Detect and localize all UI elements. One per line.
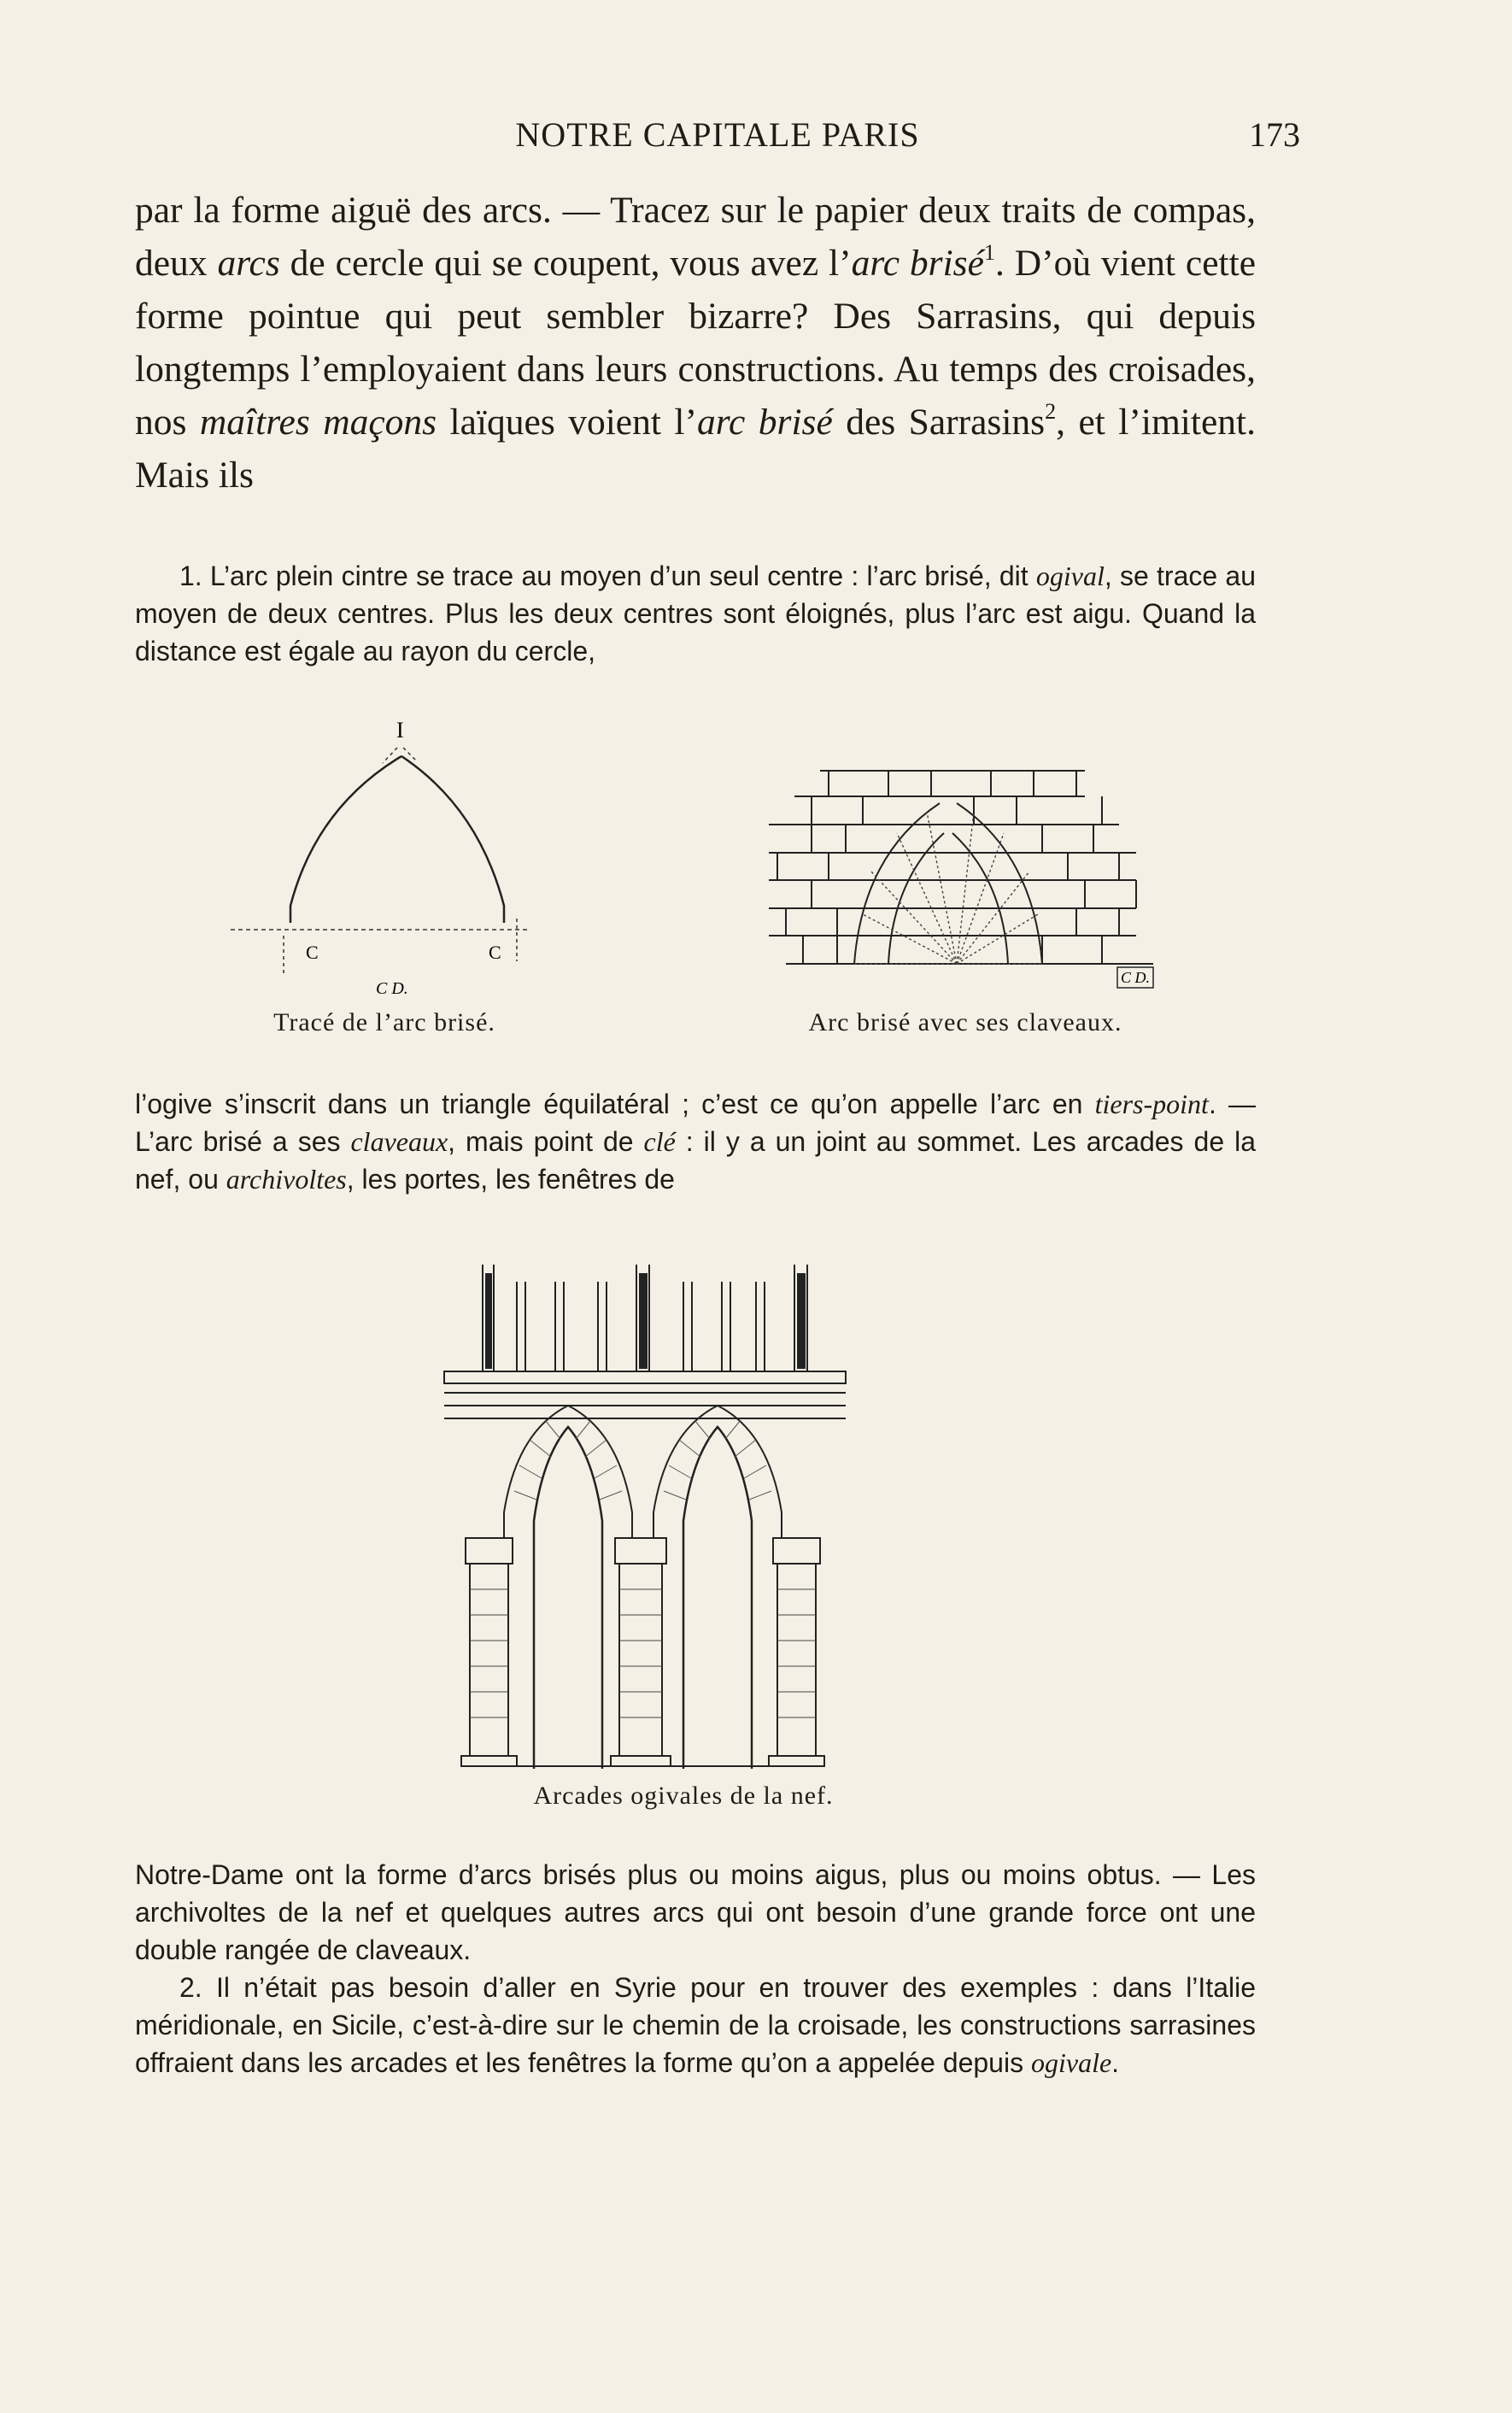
text-run: laïques voient l’ [437,402,697,443]
string-course [444,1371,846,1418]
label-cd: C D. [1121,969,1151,986]
italic-term: tiers-point [1094,1089,1209,1119]
footnote-ref[interactable]: 1 [983,239,995,265]
arc-trace-drawing [222,713,547,1004]
italic-term: arcs [217,243,280,284]
footnote-text [135,557,1256,670]
arc-right-curve [401,756,504,923]
main-paragraph [135,184,1256,502]
text-run: 2. Il n’était pas besoin d’aller en Syrie pour en trouver des exemples : dans l’Italie méridionale, en Sicile, c’est-à-dire sur le chemin de la croisade, les constructions sarrasines offraient dans les arcades et les fenêtres la forme qu’on a appelée depuis [135,1972,1256,2078]
body-text [135,184,1256,502]
text-run: , et l’imitent. Mais ils [135,402,1256,496]
footnote-1-continued: Notre-Dame ont la forme d’arcs brisés plus ou moins aigus, plus ou moins obtus. — Les archivoltes de la nef et quelques autres arcs qui ont besoin d’une grande force ont une double rangée de claveaux. [135,1859,1256,1965]
italic-term: arc brisé [851,243,984,284]
text-run: , mais point de [448,1126,644,1157]
voussoir-joints [854,812,1042,964]
italic-term: ogivale [1030,2047,1112,2078]
text-run: 1. L’arc plein cintre se trace au moyen d’un seul centre : l’arc brisé, dit [179,561,1036,591]
page-number: 173 [1249,115,1300,154]
italic-term: archivoltes [226,1164,347,1195]
shaft-shading [485,1273,806,1369]
text-run: , se trace au moyen de deux centres. Plus les deux centres sont éloignés, plus l’arc est aigu. Quand la distance est égale au rayon du cercle, [135,561,1257,666]
footnotes-bottom [135,1856,1256,2081]
label-c-left: C [306,942,319,963]
text-run: . — L’arc brisé a ses [135,1089,1257,1157]
text-run: des Sarrasins [832,402,1046,443]
label-c-right: C [489,942,501,963]
figure-arc-voussoirs [760,752,1170,1008]
italic-term: maîtres maçons [199,402,437,443]
italic-term: claveaux [350,1126,448,1157]
voussoirs-drawing [760,752,1170,1008]
arcade-arches [504,1406,782,1769]
figure3-caption: Arcades ogivales de la nef. [533,1782,834,1810]
running-title: NOTRE CAPITALE PARIS [515,115,920,154]
masonry-blocks [769,771,1153,964]
footnote-text [135,1085,1256,1198]
running-header [135,114,1300,157]
italic-term: clé [643,1126,676,1157]
footnote-1-part1 [135,557,1256,670]
italic-term: ogival [1035,561,1105,591]
text-run: , les portes, les fenêtres de [346,1164,675,1195]
figure-arc-trace [222,713,547,1004]
footnote-1-part2 [135,1085,1256,1198]
arc-left-curve [290,756,401,923]
label-top: I [396,718,404,743]
arch-voussoir-hatching [514,1420,771,1500]
apex-marks [383,748,417,763]
text-run: . [1111,2047,1120,2078]
text-run: . D’où vient cette forme pointue qui peut sembler bizarre? Des Sarrasins, qui depuis longtemps l’employaient dans leurs constructions. Au temps des croisades, nos [135,243,1257,443]
footnote-ref[interactable]: 2 [1045,398,1057,424]
footnote-2 [135,1969,1256,2081]
figure2-caption: Arc brisé avec ses claveaux. [808,1008,1122,1036]
columns [461,1538,824,1766]
figure-nave-arcades [436,1256,948,1769]
label-cd: C D. [376,979,408,998]
figure1-caption: Tracé de l’arc brisé. [273,1008,495,1036]
text-run: l’ogive s’inscrit dans un triangle équilatéral ; c’est ce qu’on appelle l’arc en [135,1089,1095,1119]
text-run: de cercle qui se coupent, vous avez l’ [279,243,852,284]
nave-arcades-drawing [436,1256,948,1769]
italic-term: arc brisé [696,402,833,443]
text-run: par la forme aiguë des arcs. — Tracez sur le papier deux traits de compas, deux [135,190,1256,284]
column-courses [470,1589,816,1717]
text-run: : il y a un joint au sommet. Les arcades de la nef, ou [135,1126,1257,1195]
